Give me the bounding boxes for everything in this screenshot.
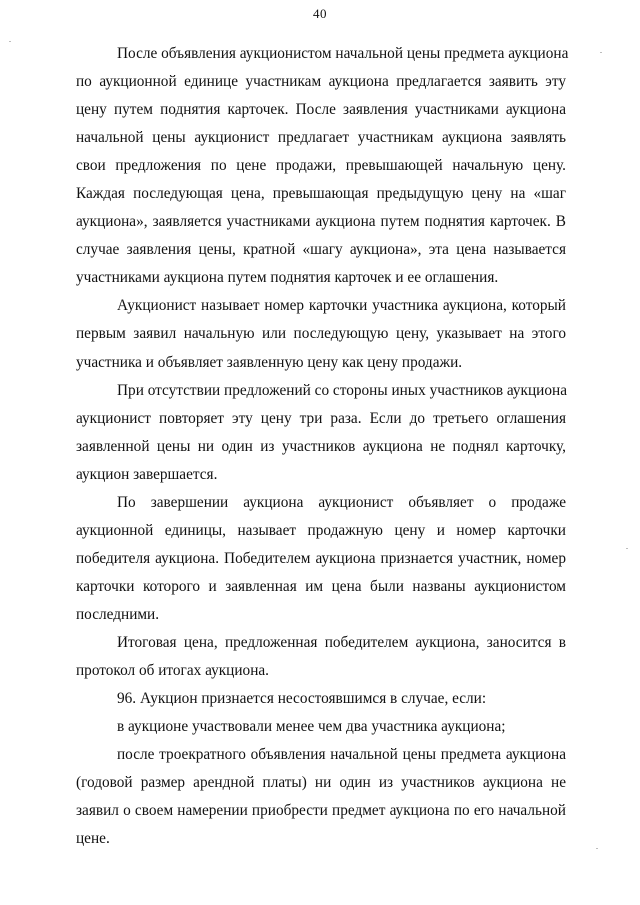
text-line: свои предложения по цене продажи, превышающей начальную цену. xyxy=(76,157,566,175)
scan-dot xyxy=(9,41,11,42)
text-line: участниками аукциона путем поднятия карточек и ее оглашения. xyxy=(76,269,499,287)
document-body xyxy=(76,44,569,857)
text-line: участника и объявляет заявленную цену как цену продажи. xyxy=(76,353,463,371)
scan-dot xyxy=(626,548,628,549)
text-line: Аукционист называет номер карточки участника аукциона, который xyxy=(117,297,566,315)
text-line: протокол об итогах аукциона. xyxy=(76,662,269,680)
text-line: Каждая последующая цена, превышающая предыдущую цену на «шаг xyxy=(76,185,566,203)
text-line: аукциона», заявляется участниками аукциона путем поднятия карточек. В xyxy=(76,213,566,231)
text-line: аукционист повторяет эту цену три раза. Если до третьего оглашения xyxy=(76,409,566,427)
text-line: цене. xyxy=(76,830,110,848)
paragraph-clause-96 xyxy=(76,689,566,717)
text-line: победителя аукциона. Победителем аукциона признается участник, номер xyxy=(76,549,566,567)
text-line: По завершении аукциона аукционист объявляет о продаже xyxy=(117,493,566,511)
text-line: карточки которого и заявленная им цена были названы аукционистом xyxy=(76,577,566,595)
text-line: в аукционе участвовали менее чем два участника аукциона; xyxy=(117,718,506,736)
paragraph-condition-no-bids xyxy=(76,745,566,857)
text-line: При отсутствии предложений со стороны иных участников аукциона xyxy=(117,381,567,399)
text-line: После объявления аукционистом начальной цены предмета аукциона xyxy=(117,45,569,62)
text-line: Итоговая цена, предложенная победителем аукциона, заносится в xyxy=(117,633,566,651)
text-line: цену путем поднятия карточек. После заявления участниками аукциона xyxy=(76,101,566,119)
text-line: заявил о своем намерении приобрести предмет аукциона по его начальной xyxy=(76,802,566,820)
text-line: (годовой размер арендной платы) ни один из участников аукциона не xyxy=(76,774,566,792)
text-line: аукцион завершается. xyxy=(76,465,218,483)
paragraph-final-price xyxy=(76,633,566,689)
text-line: последними. xyxy=(76,605,160,623)
paragraph-condition-participants xyxy=(76,717,566,745)
page-number: 40 xyxy=(313,6,327,21)
paragraph-card-announcement xyxy=(76,296,566,380)
paragraph-no-offers xyxy=(76,381,566,493)
scan-dot xyxy=(600,52,602,53)
text-line: 96. Аукцион признается несостоявшимся в случае, если: xyxy=(117,690,487,708)
text-line: заявленной цены ни один из участников аукциона не поднял карточку, xyxy=(76,437,566,455)
paragraph-auction-completion xyxy=(76,493,566,633)
paragraph-auction-procedure xyxy=(76,44,569,296)
text-line: начальной цены аукционист предлагает участникам аукциона заявлять xyxy=(76,129,566,147)
scan-dot xyxy=(596,848,598,849)
text-line: случае заявления цены, кратной «шагу аукциона», эта цена называется xyxy=(76,241,566,259)
text-line: по аукционной единице участникам аукциона предлагается заявить эту xyxy=(76,73,566,91)
text-line: первым заявил начальную или последующую цену, указывает на этого xyxy=(76,325,566,343)
text-line: после троекратного объявления начальной цены предмета аукциона xyxy=(117,746,566,764)
text-line: аукционной единицы, называет продажную цену и номер карточки xyxy=(76,521,566,539)
